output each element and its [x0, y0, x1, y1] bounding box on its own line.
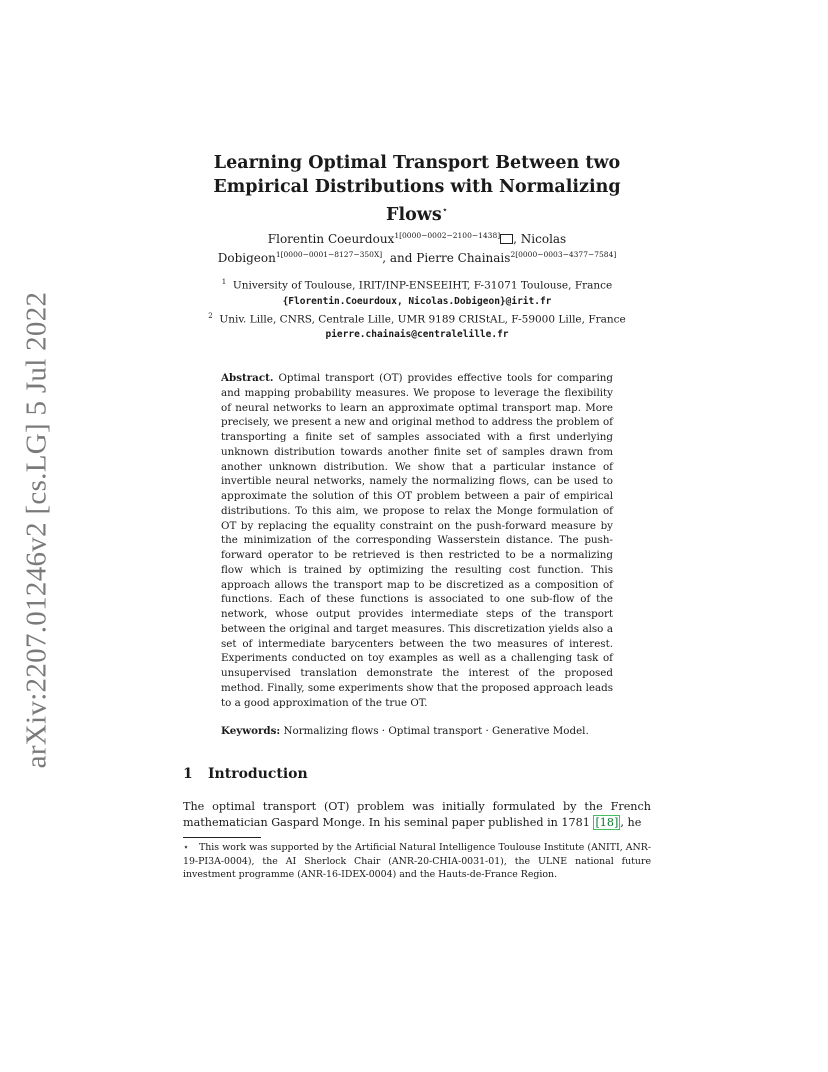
- author-1-name: Florentin Coeurdoux: [267, 232, 395, 246]
- title-line-2: Empirical Distributions with Normalizing Flows: [213, 177, 621, 225]
- intro-paragraph: [183, 799, 651, 831]
- author-list: [183, 228, 651, 266]
- keywords-text: Normalizing flows · Optimal transport · Generative Model.: [283, 725, 589, 737]
- section-heading: [183, 766, 308, 782]
- affiliation-1: University of Toulouse, IRIT/INP-ENSEEIHT, F-31071 Toulouse, France: [232, 279, 613, 292]
- keywords: [221, 724, 613, 739]
- author-3-orcid: 2[0000−0003−4377−7584]: [510, 250, 617, 259]
- footnote: [183, 841, 651, 882]
- affiliation-1-number: 1: [221, 278, 227, 286]
- paper-title: [183, 151, 651, 227]
- author-2-orcid: 1[0000−0001−8127−350X]: [275, 250, 383, 259]
- affiliations: [183, 275, 651, 342]
- arxiv-sidebar: [14, 291, 60, 769]
- affiliation-2-email[interactable]: pierre.chainais@centralelille.fr: [325, 329, 509, 340]
- citation-link[interactable]: [18]: [595, 816, 619, 829]
- affiliation-1-email[interactable]: {Florentin.Coeurdoux, Nicolas.Dobigeon}@irit.fr: [282, 295, 552, 307]
- envelope-icon: [500, 234, 513, 244]
- section-number: 1: [183, 766, 193, 782]
- author-2-first: , Nicolas: [513, 232, 567, 246]
- arxiv-identifier: arXiv:2207.01246v2 [cs.LG] 5 Jul 2022: [20, 291, 53, 769]
- section-title: Introduction: [208, 766, 308, 782]
- title-footnote-mark: ⋆: [441, 205, 448, 216]
- abstract: [221, 371, 613, 710]
- author-3-name: , and Pierre Chainais: [382, 251, 511, 265]
- title-line-1: Learning Optimal Transport Between two: [213, 153, 621, 173]
- affiliation-2-number: 2: [208, 311, 213, 320]
- abstract-text: Optimal transport (OT) provides effective tools for comparing and mapping probability measures. We propose to leverage the flexibility of neural networks to learn an approximate optimal transport map. More precisely, we present a new and original method to address the problem of transporting a finite set of samples associated with a first underlying unknown distribution towards another finite set of samples drawn from another unknown distribution. We show that a particular instance of invertible neural networks, namely the normalizing flows, can be used to approximate the solution of this OT problem between a pair of empirical distributions. To this aim, we propose to relax the Monge formulation of OT by replacing the equality constraint on the push-forward measure by the minimization of the corresponding Wasserstein distance. The push-forward operator to be retrieved is then restricted to be a normalizing flow which is trained by optimizing the resulting cost function. This approach allows the transport map to be discretized as a composition of functions. Each of these functions is associated to one sub-flow of the network, whose output provides intermediate steps of the transport between the original and target measures. This discretization yields also a set of intermediate barycenters between the two measures of interest. Experiments conducted on toy examples as well as a challenging task of unsupervised translation demonstrate the interest of the proposed method. Finally, some experiments show that the proposed approach leads to a good approximation of the true OT.: [221, 372, 613, 709]
- footnote-rule: [183, 837, 261, 838]
- author-1-orcid: 1[0000−0002−2100−1438]: [394, 231, 501, 240]
- intro-text-1: The optimal transport (OT) problem was initially formulated by the French mathematician Gaspard Monge. In his seminal paper published in 1781: [183, 800, 651, 829]
- intro-text-2: , he: [620, 816, 642, 829]
- footnote-text: This work was supported by the Artificial Natural Intelligence Toulouse Institute (ANITI, ANR-19-PI3A-0004), the AI Sherlock Chair (ANR-20-CHIA-0031-01), the ULNE national future investment programme (ANR-16-IDEX-0004) and the Hauts-de-France Region.: [183, 842, 651, 880]
- keywords-label: Keywords:: [221, 725, 281, 737]
- abstract-label: Abstract.: [221, 372, 274, 384]
- footnote-mark: ⋆: [183, 842, 189, 853]
- author-2-last: Dobigeon: [217, 251, 276, 265]
- affiliation-2: Univ. Lille, CNRS, Centrale Lille, UMR 9189 CRIStAL, F-59000 Lille, France: [219, 313, 626, 325]
